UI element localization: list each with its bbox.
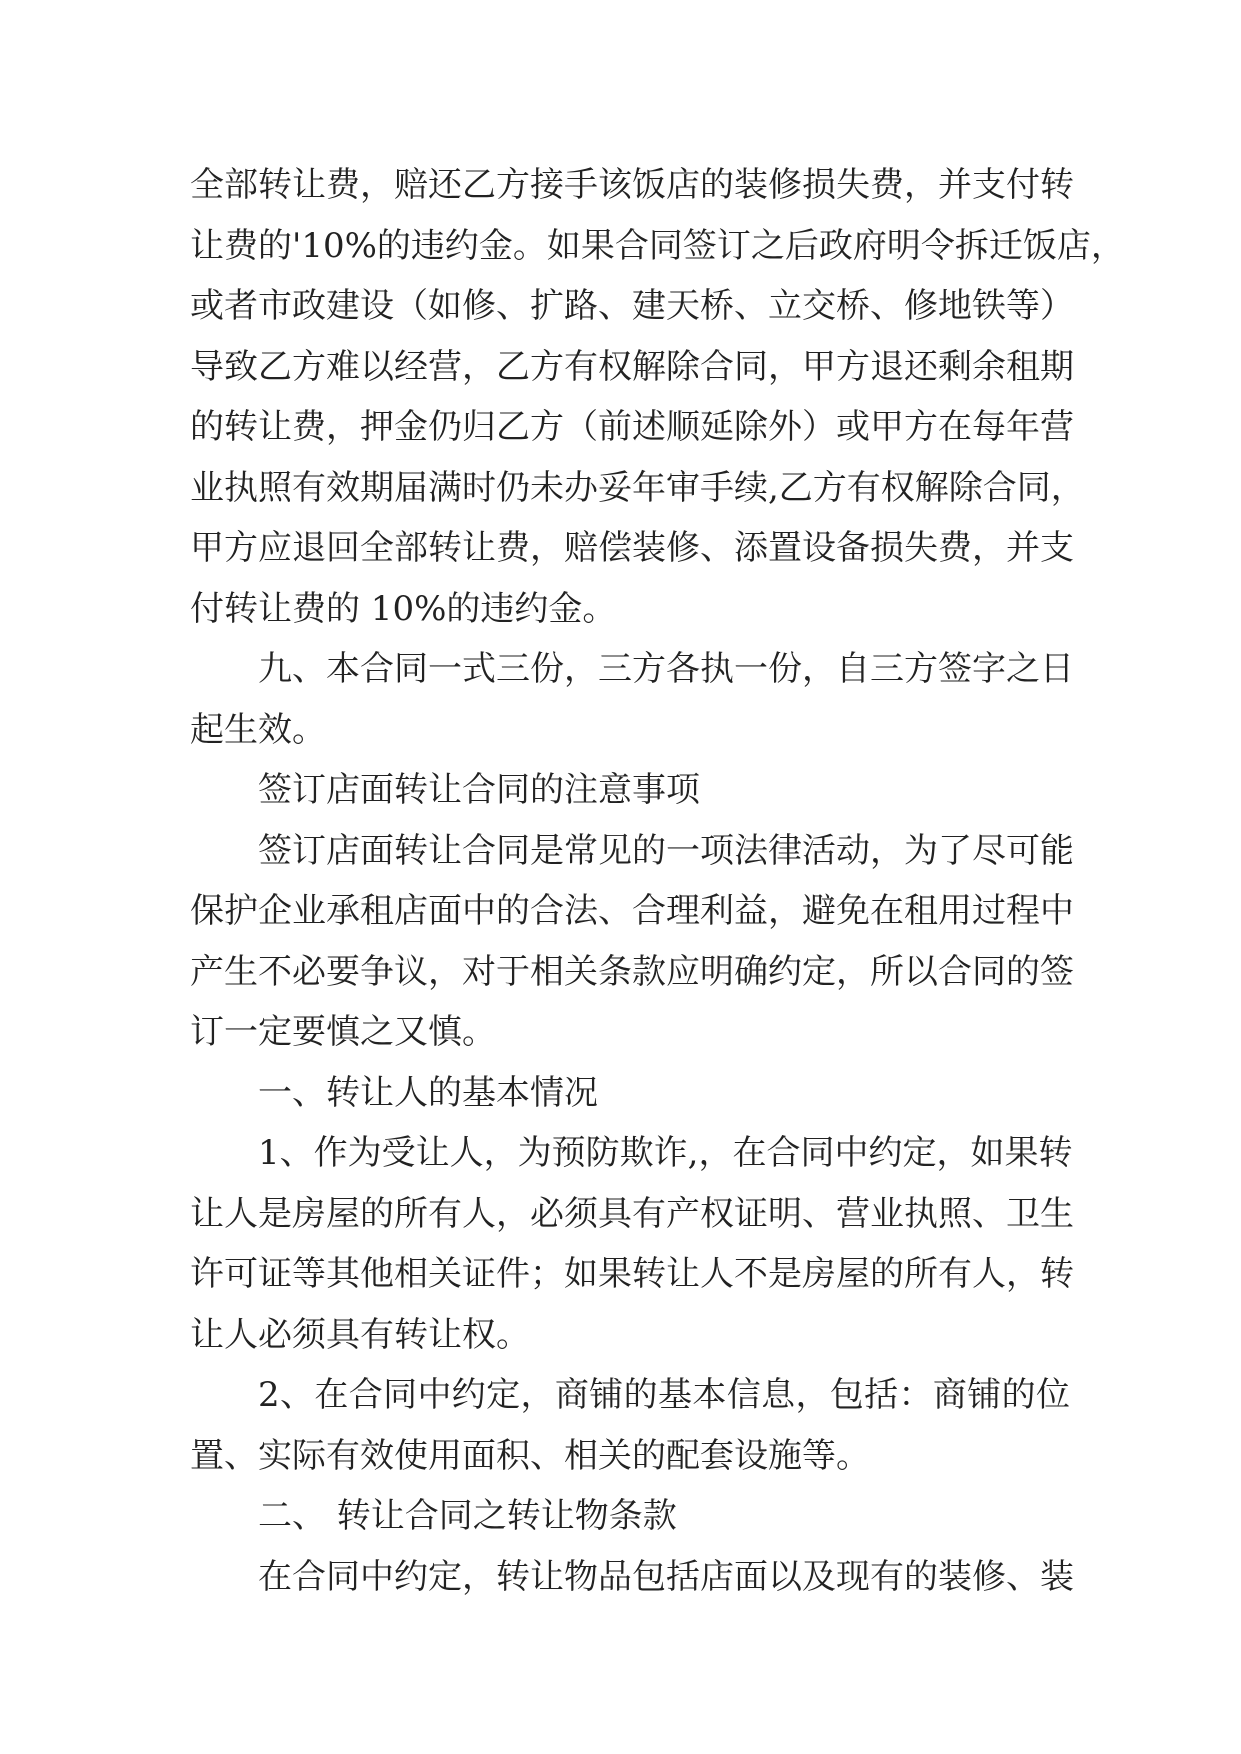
text-line: 让人是房屋的所有人，必须具有产权证明、营业执照、卫生 xyxy=(190,1193,1074,1234)
paragraph-first-line: 签订店面转让合同是常见的一项法律活动，为了尽可能 xyxy=(258,830,1074,871)
text-line: 保护企业承租店面中的合法、合理利益，避免在租用过程中 xyxy=(190,891,1074,931)
section-heading: 二、 转让合同之转让物条款 xyxy=(258,1496,677,1536)
text-line: 订一定要慎之又慎。 xyxy=(190,1012,496,1052)
text-line: 起生效。 xyxy=(190,709,326,750)
text-line: 的转让费，押金仍归乙方（前述顺延除外）或甲方在每年营 xyxy=(190,407,1074,447)
text-line: 许可证等其他相关证件；如果转让人不是房屋的所有人，转 xyxy=(190,1254,1074,1294)
section-heading: 签订店面转让合同的注意事项 xyxy=(258,770,700,810)
paragraph-first-line: 九、本合同一式三份，三方各执一份，自三方签字之日 xyxy=(258,649,1074,689)
text-line: 甲方应退回全部转让费，赔偿装修、添置设备损失费，并支 xyxy=(190,528,1074,568)
paragraph-first-line: 在合同中约定，转让物品包括店面以及现有的装修、装 xyxy=(258,1556,1074,1597)
section-heading: 一、转让人的基本情况 xyxy=(258,1072,598,1113)
text-line: 产生不必要争议，对于相关条款应明确约定，所以合同的签 xyxy=(190,951,1074,992)
text-line: 让人必须具有转让权。 xyxy=(190,1314,530,1355)
document-body xyxy=(190,155,1125,1607)
text-line: 业执照有效期届满时仍未办妥年审手续,乙方有权解除合同， xyxy=(190,467,1085,508)
text-line: 导致乙方难以经营，乙方有权解除合同，甲方退还剩余租期 xyxy=(190,346,1074,387)
text-line: 或者市政建设（如修、扩路、建天桥、立交桥、修地铁等） xyxy=(190,286,1074,326)
paragraph-first-line: 1、作为受让人，为预防欺诈,，在合同中约定，如果转 xyxy=(258,1133,1073,1173)
text-line: 全部转让费，赔还乙方接手该饭店的装修损失费，并支付转 xyxy=(190,165,1074,205)
paragraph-first-line: 2、在合同中约定，商铺的基本信息，包括：商铺的位 xyxy=(258,1375,1070,1415)
text-line: 让费的'10%的违约金。如果合同签订之后政府明令拆迁饭店， xyxy=(190,225,1125,266)
text-line: 置、实际有效使用面积、相关的配套设施等。 xyxy=(190,1435,870,1476)
text-line: 付转让费的 10%的违约金。 xyxy=(190,588,617,629)
